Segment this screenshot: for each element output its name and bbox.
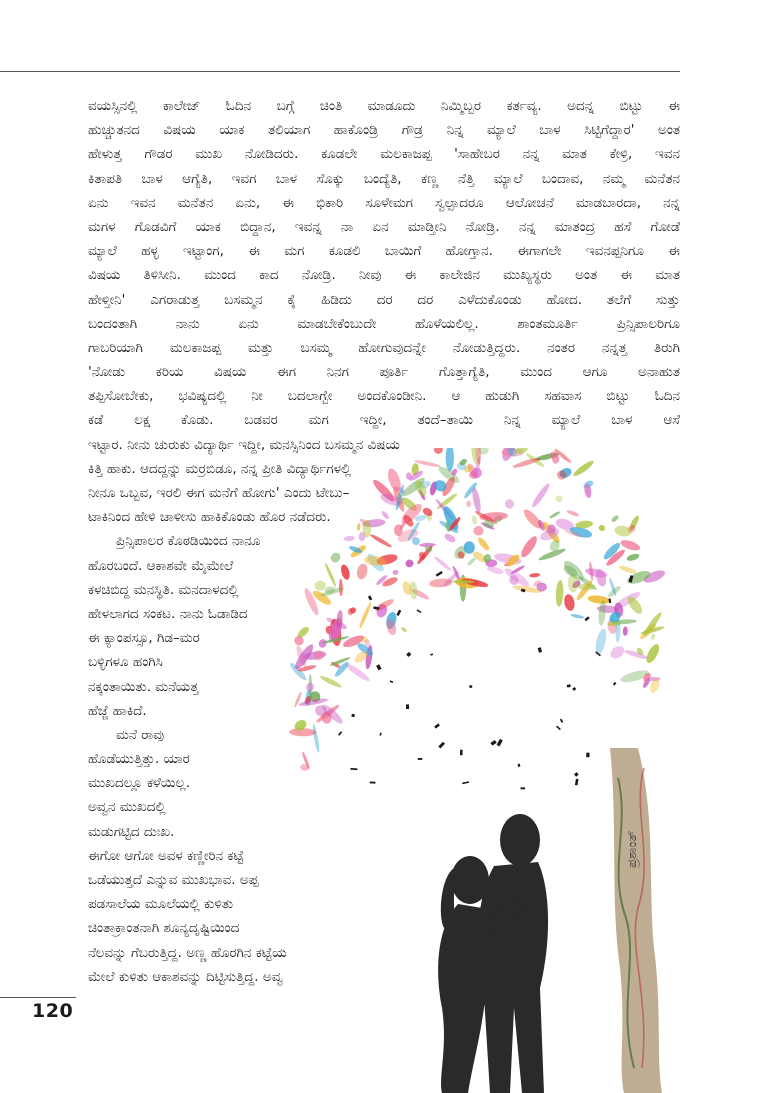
blossom-petal: [476, 536, 491, 552]
blossom-accent: [462, 781, 469, 784]
blossom-accent: [396, 610, 401, 616]
blossom-petal: [369, 533, 393, 549]
blossom-accent: [469, 685, 472, 688]
blossom-petal: [305, 682, 316, 693]
blossom-canopy: [288, 448, 667, 789]
blossom-accent: [567, 684, 571, 687]
blossom-accent: [406, 652, 411, 657]
blossom-accent: [350, 768, 357, 770]
text-line: ಏನು ಇವನ ಮನೆತನ ಏನು, ಈ ಭಿಕಾರಿ ಸೂಳೇಮಗ ಸ್ವಲ್ಪಾದರೂ ಆಲೋಚನೆ ಮಾಡಬಾರದಾ, ನನ್ನ: [88, 194, 680, 211]
blossom-petal: [618, 565, 637, 575]
text-line: ಬಳ್ಳಿಗಳೂ ಹಂಗಿಸಿ: [88, 654, 163, 671]
blossom-petal: [404, 558, 414, 568]
blossom-petal: [563, 593, 576, 611]
blossom-petal: [623, 626, 628, 636]
text-line: ಹುಚ್ಚುತನದ ವಿಷಯ ಯಾಕ ತಲಿಯಾಗ ಹಾಕೊಂಡ್ರಿ ಗೌಡ್ರ ನಿನ್ನ ಮ್ಯಾಲೆ ಬಾಳ ಸಿಟ್ಟಿಗೆದ್ದಾರ' ಅಂತ: [88, 122, 680, 139]
text-line: ಚಿಂತಾಕ್ರಾಂತನಾಗಿ ಶೂನ್ಯದೃಷ್ಟಿಯಿಂದ: [88, 920, 240, 937]
blossom-petal: [311, 723, 320, 752]
blossom-accent: [521, 787, 526, 789]
blossom-petal: [319, 674, 342, 689]
blossom-petal: [343, 535, 355, 542]
text-line: ಕಿತ್ತಿ ಹಾಕು. ಆದದ್ದನ್ನು ಮರ್ರಬಿಡೂ, ನನ್ನ ಪ್ರೀತಿ ವಿದ್ಯಾರ್ಥಿಗಳಲ್ಲಿ: [88, 460, 352, 477]
bottom-rule: [0, 997, 76, 998]
blossom-accent: [390, 680, 394, 683]
blossom-accent: [556, 726, 561, 731]
blossom-petal: [521, 507, 544, 531]
blossom-accent: [379, 733, 382, 736]
blossom-accent: [370, 782, 376, 784]
artist-signature: ಪ್ರಶಾಂತ್: [625, 830, 640, 868]
blossom-accent: [586, 753, 589, 758]
text-line: ತಪ್ಪಿಸೋಬೇಕು, ಭವಿಷ್ಯದಲ್ಲಿ ನೀ ಬದಲಾಗ್ಬೇ ಅಂದಕೊಂಡೀನಿ. ಆ ಹುಡುಗಿ ಸಹವಾಸ ಬಿಟ್ಟು ಓದಿನ: [88, 388, 680, 405]
blossom-petal: [329, 551, 343, 565]
blossom-petal: [433, 555, 452, 572]
blossom-petal: [530, 482, 552, 509]
blossom-accent: [416, 609, 421, 613]
text-line: ಟಾಕಿನಿಂದ ಹೇಳಿ ಚಾಳೀಸು ಹಾಕಿಕೊಂಡು ಹೊರ ನಡೆದರು.: [88, 509, 331, 526]
blossom-accent: [572, 687, 576, 691]
couple-silhouette: [438, 814, 548, 1093]
blossom-petal: [317, 638, 328, 649]
text-line: ಈ ಕ್ಯಾಂಪಸ್ಸೂ, ಗಿಡ–ಮರ: [88, 630, 200, 647]
blossom-petal: [572, 459, 596, 478]
page-number: 120: [32, 1000, 74, 1022]
blossom-accent: [368, 595, 372, 600]
blossom-petal: [504, 498, 516, 510]
blossom-petal: [598, 524, 606, 532]
blossom-accent: [574, 772, 579, 777]
blossom-accent: [613, 682, 617, 686]
blossom-accent: [490, 740, 496, 746]
blossom-petal: [432, 448, 444, 455]
text-line: ಕಿತಾಪತಿ ಬಾಳ ಆಗ್ಯೆತಿ, ಇವಗ ಬಾಳ ಸೊಕ್ಕು ಬಂದ್ಯೆತಿ, ಕಣ್ಣ ನೆತ್ತಿ ಮ್ಯಾಲೆ ಬಂದಾವ, ನಮ್ಮ ಮನೆತನ: [88, 170, 680, 187]
text-line: ಮಗಳ ಗೊಡವಿಗೆ ಯಾಕ ಬಿದ್ದಾನ, ಇವನ್ನ ನಾ ಏನ ಮಾಡ್ತೀನಿ ನೋಡ್ರಿ. ನನ್ನ ಮಾತಂದ್ರ ಹಸೆ ಗೋಡೆ: [88, 218, 680, 235]
text-line: ಬಂದಂತಾಗಿ ನಾನು ಏನು ಮಾಡಬೇಕೆಂಬುದೇ ಹೊಳೆಯಲಿಲ್ಲ. ಶಾಂತಮೂರ್ತಿ ಪ್ರಿನ್ಸಿಪಾಲರಿಗೂ: [88, 315, 680, 332]
blossom-petal: [409, 581, 418, 599]
blossom-petal: [624, 649, 649, 661]
blossom-accent: [497, 739, 503, 747]
blossom-petal: [608, 644, 627, 662]
text-line: ಹೊಡೆಯುತ್ತಿತ್ತು. ಯಾರ: [88, 751, 190, 768]
text-line: ಇಟ್ಟಾರ. ನೀನು ಚುರುಕು ವಿದ್ಯಾರ್ಥಿ ಇದ್ದೀ, ಮನಸ್ಸಿನಿಂದ ಬಸಮ್ಮನ ವಿಷಯ: [88, 436, 400, 453]
blossom-accent: [351, 714, 354, 717]
blossom-accent: [460, 750, 463, 756]
blossom-petal: [598, 600, 607, 626]
blossom-accent: [584, 616, 589, 621]
blossom-petal: [644, 642, 662, 665]
blossom-petal: [473, 525, 484, 536]
blossom-petal: [529, 573, 541, 578]
blossom-petal: [555, 495, 563, 503]
blossom-accent: [376, 664, 381, 670]
text-line: ಮೇಲೆ ಕುಳಿತು ಆಕಾಶವನ್ನು ದಿಟ್ಟಿಸುತ್ತಿದ್ದ. ಅವ್ವ: [88, 968, 283, 985]
blossom-accent: [418, 758, 423, 760]
blossom-petal: [466, 501, 471, 507]
text-line: 'ನೋಡು ಕರಿಯ ವಿಷಯ ಈಗ ನಿನಗ ಪೂರ್ತಿ ಗೊತ್ತಾಗ್ಯೆತಿ, ಮುಂದ ಆಗೂ ಅನಾಹುತ: [88, 364, 680, 381]
blossom-petal: [587, 594, 610, 605]
blossom-petal: [650, 633, 656, 641]
blossom-petal: [549, 510, 561, 519]
text-line: ನೆಲವನ್ನು ಗೆಬರುತ್ತಿದ್ದ. ಅಣ್ಣ ಹೊರಗಿನ ಕಟ್ಟೆಯ: [88, 944, 287, 961]
blossom-petal: [392, 570, 399, 576]
top-rule: [0, 71, 680, 72]
watercolor-illustration: [258, 448, 682, 1093]
blossom-accent: [560, 719, 563, 723]
blossom-petal: [466, 557, 476, 567]
text-line: ಈಗೋ ಆಗೋ ಅವಳ ಕಣ್ಣೀರಿನ ಕಟ್ಟೆ: [88, 847, 244, 864]
text-line: ಹೆಜ್ಜೆ ಹಾಕಿದೆ.: [88, 702, 147, 719]
text-line: ಪ್ರಿನ್ಸಿಪಾಲರ ಕೊಠಡಿಯಿಂದ ನಾನೂ: [116, 533, 261, 550]
blossom-petal: [312, 648, 326, 662]
blossom-petal: [401, 626, 408, 633]
blossom-petal: [471, 515, 477, 525]
blossom-petal: [339, 564, 351, 581]
blossom-petal: [555, 580, 564, 607]
blossom-petal: [570, 613, 584, 619]
text-line: ವಯಸ್ಸಿನಲ್ಲಿ ಕಾಲೇಜ್ ಓದಿನ ಬಗ್ಗೆ ಚಿಂತಿ ಮಾಡೂದು ನಿಮ್ಮಿಬ್ಬರ ಕರ್ತವ್ಯ. ಅದನ್ನ ಬಿಟ್ಟು ಈ: [88, 98, 680, 114]
blossom-accent: [438, 742, 445, 749]
text-line: ಮನೆ ರಾವು: [116, 726, 165, 743]
text-line: ಹೇಳುತ್ತ ಗೌಡರ ಮುಖ ನೋಡಿದರು. ಕೂಡಲೇ ಮಲಕಾಜಪ್ಪ 'ಸಾಹೇಬರ ನನ್ನ ಮಾತ ಕೇಳ್ರಿ, ಇವನ: [88, 146, 680, 163]
text-line: ಹೇಳಲಾಗದ ಸಂಕಟ. ನಾನು ಓಡಾಡಿದ: [88, 605, 248, 622]
blossom-petal: [594, 628, 609, 656]
blossom-petal: [626, 553, 640, 563]
text-line: ಮಡುಗಟ್ಟಿದ ದುಃಖ.: [88, 823, 175, 840]
text-line: ಹೇಳ್ತೀನಿ' ಎಗರಾಡುತ್ತ ಬಸಮ್ಮನ ಕೈ ಹಿಡಿದು ದರ ದರ ಎಳೆದುಕೊಂಡು ಹೋದ. ತಲೆಗೆ ಸುತ್ತು: [88, 291, 680, 308]
blossom-petal: [446, 448, 454, 472]
blossom-accent: [517, 764, 520, 768]
blossom-accent: [436, 571, 443, 577]
blossom-petal: [443, 532, 457, 544]
blossom-petal: [358, 601, 373, 629]
text-line: ಹೊರಬಂದೆ. ಆಕಾಶವೇ ಮೈಮೇಲೆ: [88, 557, 234, 574]
blossom-accent: [406, 704, 409, 709]
text-line: ಕಳಚಿಬಿದ್ದ ಮನಸ್ಥಿತಿ. ಮನದಾಳದಲ್ಲಿ: [88, 581, 239, 598]
text-line: ಮ್ಯಾಲೆ ಹಳ್ಳ ಇಟ್ಟಾಂಗ, ಈ ಮಗ ಕೂಡಲಿ ಬಾಯಿಗೆ ಹೋಗ್ತಾನ. ಈಗಾಗಲೇ ಇವನಪ್ಪನಿಗೂ ಈ: [88, 243, 680, 260]
text-line: ನೀನೂ ಒಬ್ಬವ, ಇರಲಿ ಈಗ ಮನೆಗೆ ಹೋಗು' ಎಂದು ಟೇಬು–: [88, 485, 350, 501]
text-line: ನಕ್ಕಂತಾಯಿತು. ಮನೆಯತ್ತ: [88, 678, 199, 695]
blossom-petal: [610, 514, 619, 523]
text-line: ಅವ್ವನ ಮುಖದಲ್ಲಿ: [88, 799, 166, 816]
blossom-accent: [430, 653, 433, 655]
blossom-accent: [338, 731, 342, 735]
blossom-petal: [357, 523, 361, 531]
blossom-petal: [381, 510, 391, 520]
blossom-accent: [575, 779, 579, 786]
blossom-petal: [324, 562, 338, 587]
text-line: ಕಡೆ ಲಕ್ಷ ಕೊಡು. ಬಡವರ ಮಗ ಇದ್ದೀ, ತಂದೆ–ತಾಯಿ ನಿನ್ನ ಮ್ಯಾಲೆ ಬಾಳ ಆಸೆ: [88, 412, 680, 429]
blossom-petal: [519, 534, 540, 559]
text-line: ಗಾಬರಿಯಾಗಿ ಮಲಕಾಜಪ್ಪ ಮತ್ತು ಬಸಮ್ಮ ಹೋಗುವುದನ್ನೇ ನೋಡುತ್ತಿದ್ದರು. ನಂತರ ನನ್ನತ್ತ ತಿರುಗಿ: [88, 339, 680, 356]
blossom-petal: [356, 563, 369, 581]
text-line: ಪಡಸಾಲೆಯ ಮೂಲೆಯಲ್ಲಿ ಕುಳಿತು: [88, 896, 234, 913]
text-line: ಒಡೆಯುತ್ತದೆ ಎನ್ನುವ ಮುಖಭಾವ. ಅಪ್ಪ: [88, 872, 259, 888]
text-line: ಮುಖದಲ್ಲೂ ಕಳೆಯಿಲ್ಲ.: [88, 775, 191, 792]
text-line: ವಿಷಯ ತಿಳಿಸೀನಿ. ಮುಂದ ಕಾದ ನೋಡ್ರಿ. ನೀವು ಈ ಕಾಲೇಜಿನ ಮುಖ್ಯಸ್ಥರು ಅಂತ ಈ ಮಾತ: [88, 267, 680, 284]
blossom-petal: [566, 509, 580, 517]
blossom-accent: [434, 723, 440, 728]
blossom-petal: [315, 581, 326, 591]
blossom-accent: [538, 647, 542, 652]
